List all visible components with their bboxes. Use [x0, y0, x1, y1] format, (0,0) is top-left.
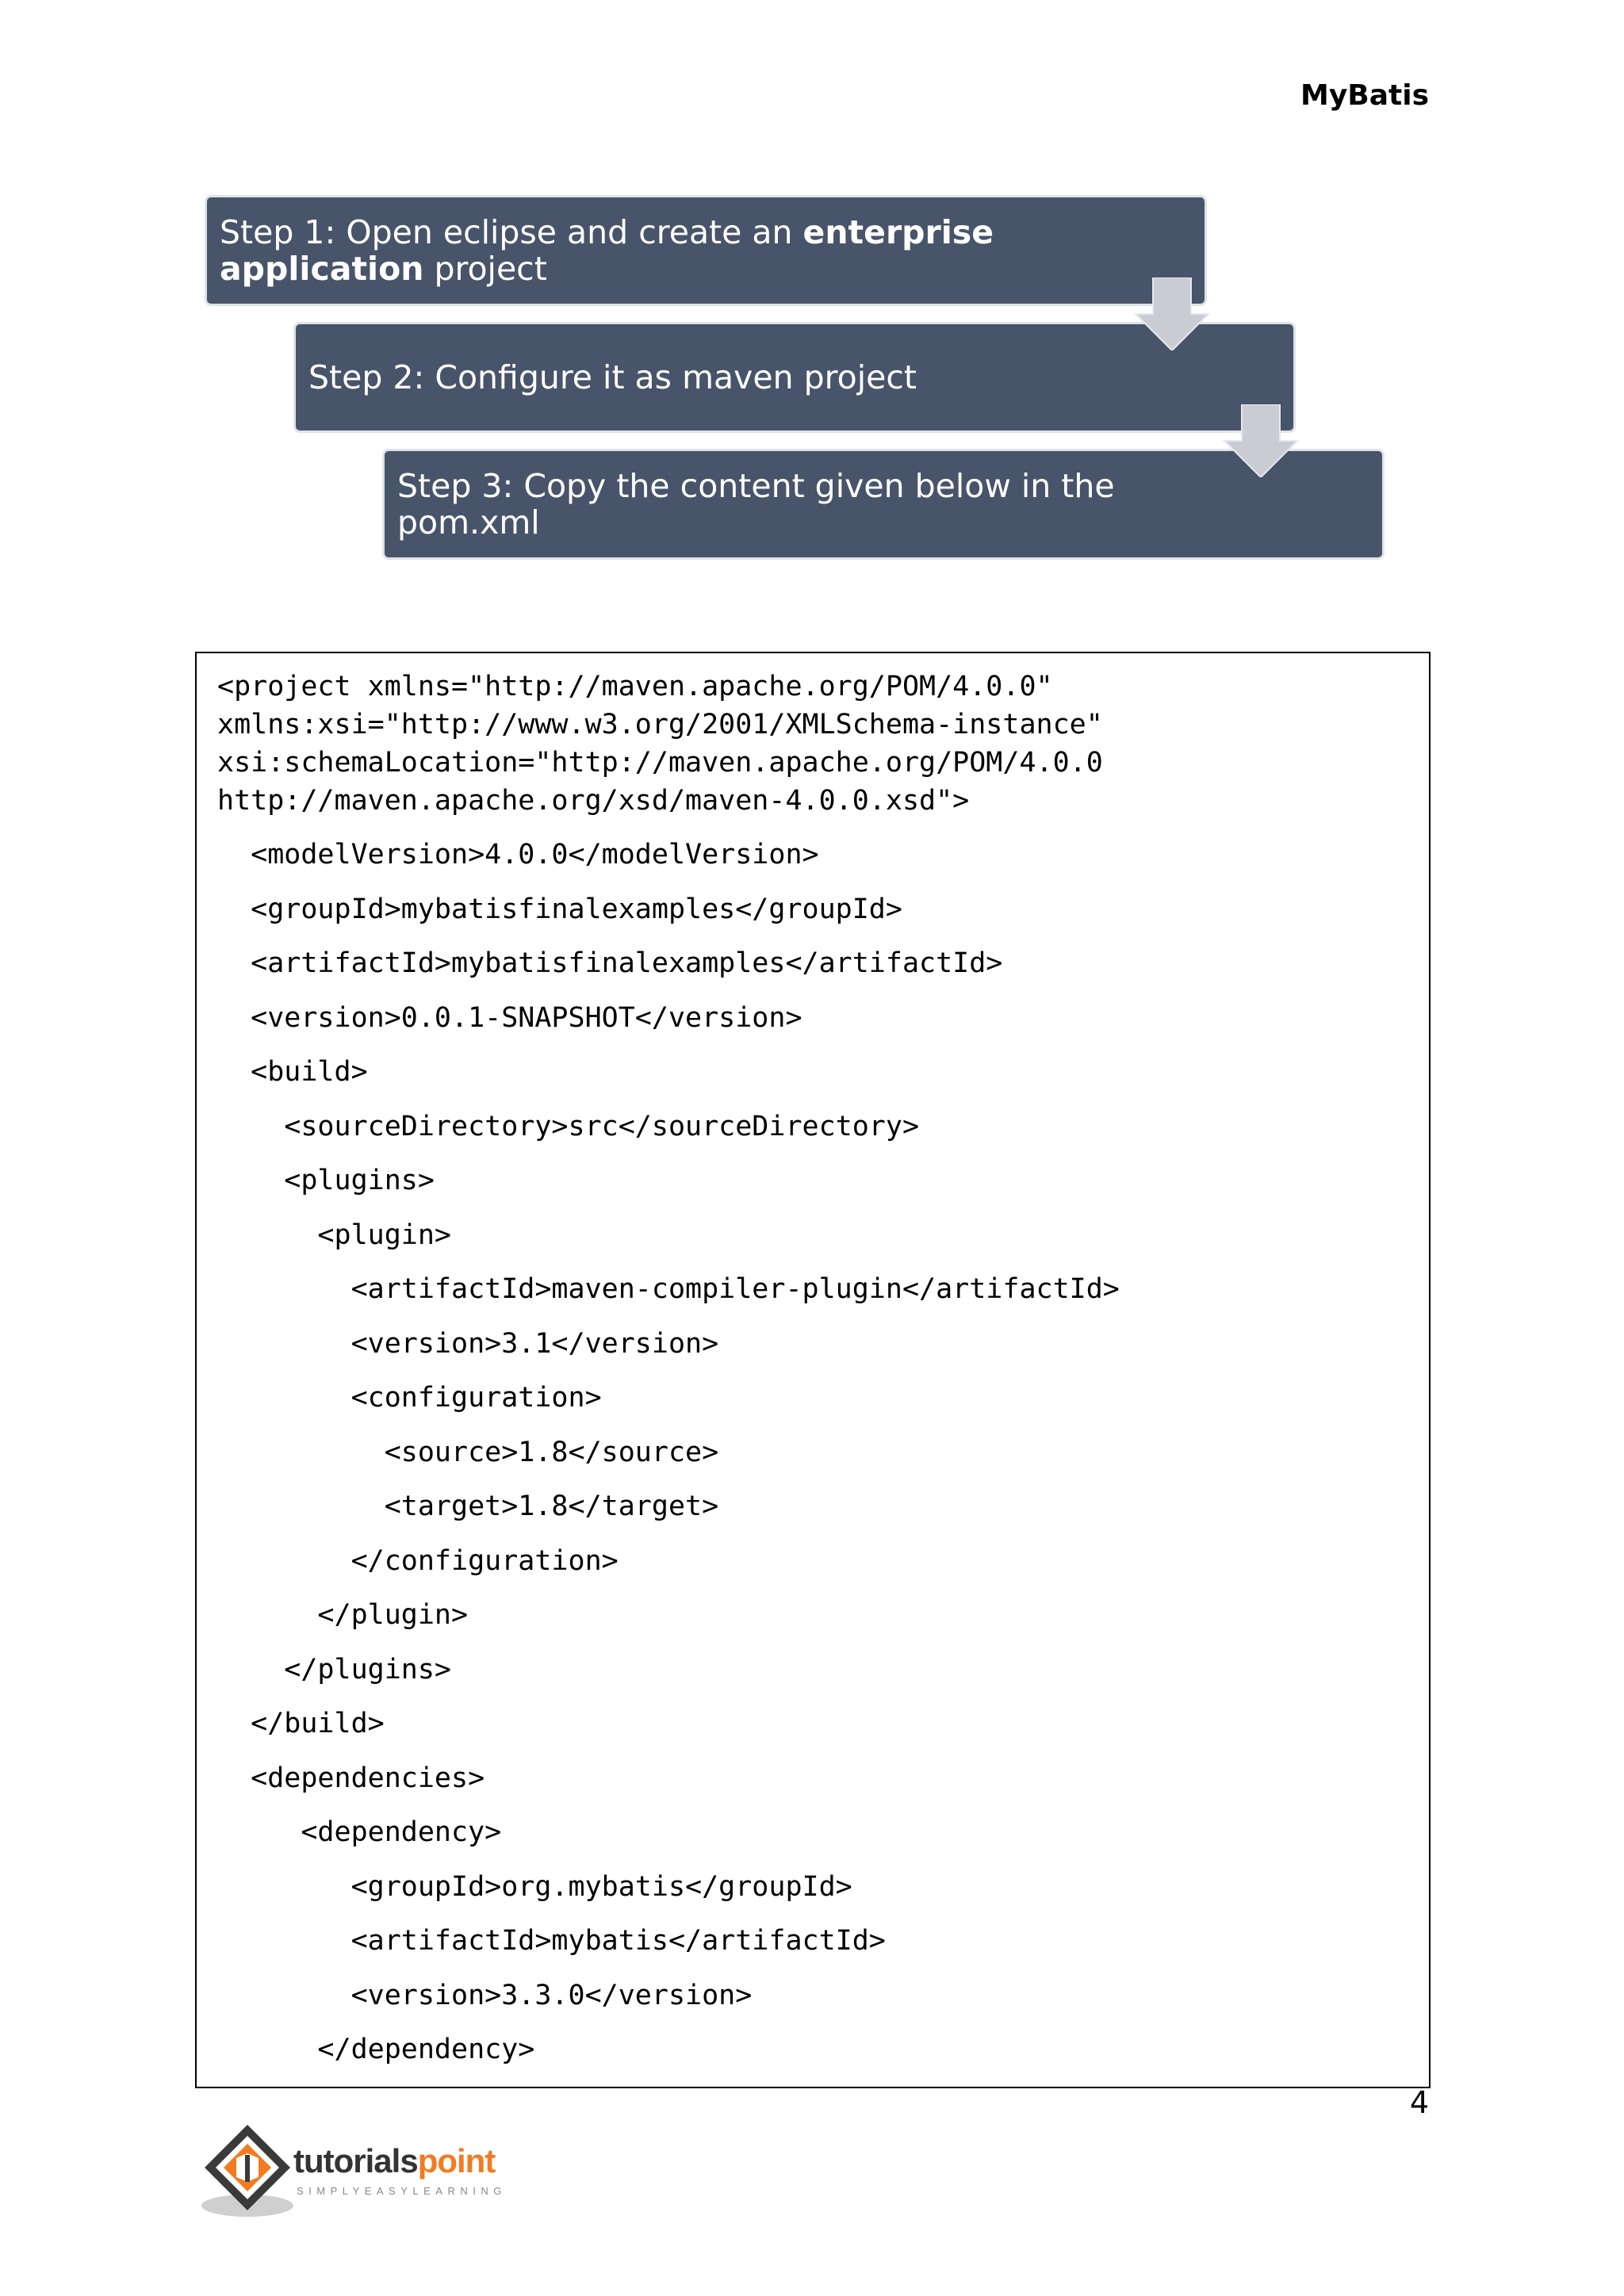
code-line: xsi:schemaLocation="http://maven.apache.org/POM/4.0.0: [217, 747, 1103, 779]
code-line: <sourceDirectory>src</sourceDirectory>: [217, 1110, 920, 1142]
code-line: </build>: [217, 1708, 385, 1739]
step-3-text: Step 3: Copy the content given below in the pom.xml: [397, 467, 1115, 541]
code-line: <artifactId>mybatisfinalexamples</artifactId>: [217, 947, 1003, 979]
tutorialspoint-logo: [195, 2118, 544, 2221]
code-line: </configuration>: [217, 1544, 619, 1577]
code-line: </dependency>: [217, 2034, 535, 2065]
step-1-text: Step 1: Open eclipse and create an enterprise application project: [220, 213, 994, 288]
down-arrow-icon: [1221, 404, 1300, 477]
code-line: </plugin>: [217, 1599, 469, 1631]
code-line: <groupId>mybatisfinalexamples</groupId>: [217, 893, 902, 925]
code-line: <plugin>: [217, 1219, 452, 1251]
code-line: </plugins>: [217, 1653, 452, 1686]
step-1-box: [205, 195, 1207, 306]
logo-wordmark: tutorialspoint: [293, 2142, 496, 2179]
running-header-title: MyBatis: [1300, 79, 1429, 112]
code-line: <build>: [217, 1056, 368, 1088]
code-line: <version>3.1</version>: [217, 1327, 719, 1360]
code-line: <plugins>: [217, 1165, 435, 1196]
logo-emblem-icon: [195, 2118, 298, 2221]
page-number: 4: [1409, 2085, 1429, 2120]
code-line: <version>3.3.0</version>: [217, 1979, 753, 2011]
code-line: <project xmlns="http://maven.apache.org/POM/4.0.0": [217, 671, 1053, 702]
code-line: <dependency>: [217, 1816, 502, 1848]
code-line: <dependencies>: [217, 1762, 485, 1794]
code-line: <configuration>: [217, 1382, 602, 1414]
code-line: <groupId>org.mybatis</groupId>: [217, 1870, 852, 1903]
code-line: xmlns:xsi="http://www.w3.org/2001/XMLSchema-instance": [217, 709, 1103, 740]
code-line: <target>1.8</target>: [217, 1490, 719, 1522]
code-line: <source>1.8</source>: [217, 1436, 719, 1468]
code-line: http://maven.apache.org/xsd/maven-4.0.0.xsd">: [217, 785, 970, 817]
code-line: <artifactId>maven-compiler-plugin</artifactId>: [217, 1273, 1120, 1305]
step-2-text: Step 2: Configure it as maven project: [308, 358, 917, 396]
code-line: <modelVersion>4.0.0</modelVersion>: [217, 839, 819, 871]
code-line: <version>0.0.1-SNAPSHOT</version>: [217, 1001, 802, 1034]
code-block: [195, 652, 1431, 2088]
logo-tagline: SIMPLYEASYLEARNING: [297, 2185, 507, 2197]
code-line: <artifactId>mybatis</artifactId>: [217, 1925, 886, 1957]
down-arrow-icon: [1132, 277, 1212, 350]
